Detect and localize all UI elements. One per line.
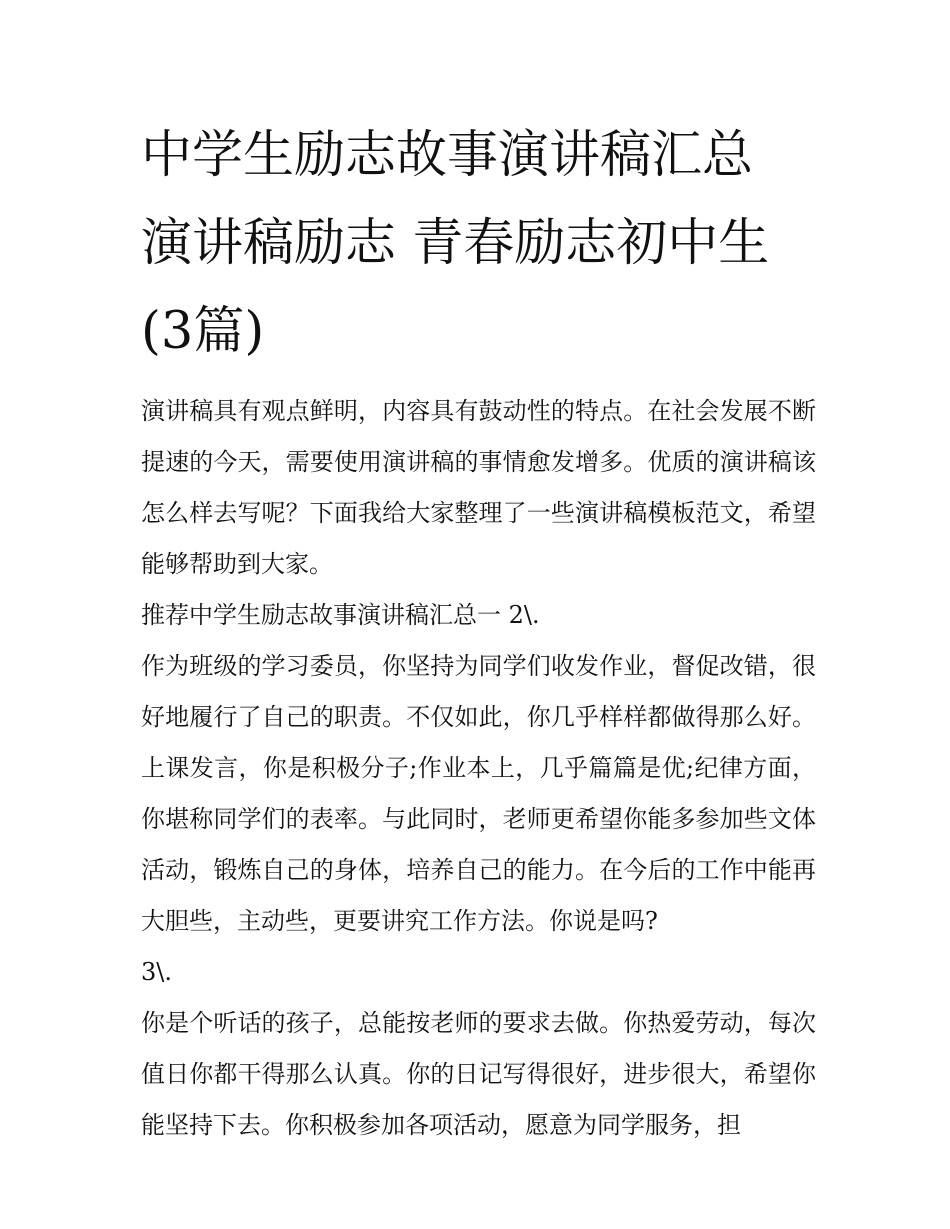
document-title: 中学生励志故事演讲稿汇总 演讲稿励志 青春励志初中生(3篇)	[141, 126, 770, 361]
comment-paragraph-3: 你是个听话的孩子，总能按老师的要求去做。你热爱劳动，每次值日你都干得那么认真。你的日记写得很好，进步很大，希望你能坚持下去。你积极参加各项活动，愿意为同学服务，担	[141, 1009, 816, 1139]
section-heading: 推荐中学生励志故事演讲稿汇总一 2\.	[141, 601, 540, 629]
document-page	[141, 112, 816, 1151]
intro-paragraph: 演讲稿具有观点鲜明，内容具有鼓动性的特点。在社会发展不断提速的今天，需要使用演讲稿的事情愈发增多。优质的演讲稿该怎么样去写呢？下面我给大家整理了一些演讲稿模板范文，希望能够帮助到大家。	[141, 397, 816, 578]
comment-paragraph-2: 作为班级的学习委员，你坚持为同学们收发作业，督促改错，很好地履行了自己的职责。不仅如此，你几乎样样都做得那么好。上课发言，你是积极分子;作业本上，几乎篇篇是优;纪律方面，你堪称同学们的表率。与此同时，老师更希望你能多参加些文体活动，锻炼自己的身体，培养自己的能力。在今后的工作中能再大胆些，主动些，更要讲究工作方法。你说是吗?	[141, 652, 816, 935]
document-body	[141, 386, 816, 1151]
section-number-3: 3\.	[141, 958, 172, 986]
